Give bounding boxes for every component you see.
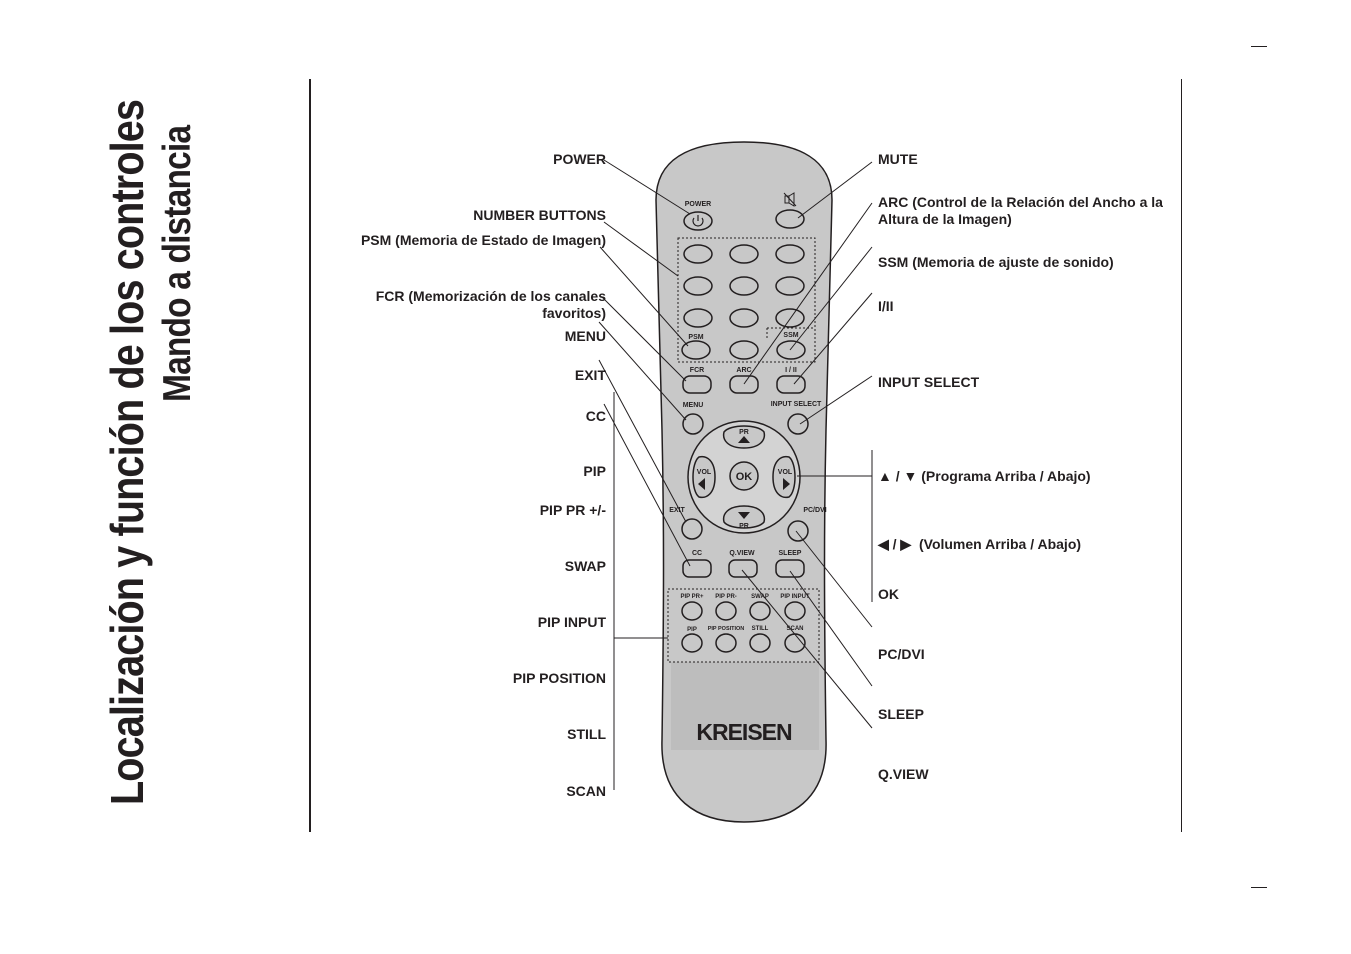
remote-sleep-label: SLEEP	[778, 550, 802, 557]
pc-dvi-button	[788, 521, 808, 541]
mute-button	[776, 210, 804, 228]
vol-left-button	[693, 457, 715, 498]
pip-pr-minus-button	[716, 602, 736, 620]
label-vol-updown: ◀ / ▶ (Volumen Arriba / Abajo)	[878, 536, 1082, 552]
remote-still-label: STILL	[751, 626, 769, 632]
label-i-ii: I/II	[878, 298, 894, 314]
menu-button	[683, 414, 703, 434]
remote-exit-label: EXIT	[669, 507, 685, 514]
label-power: POWER	[553, 151, 606, 167]
still-button	[750, 634, 770, 652]
cc-button	[683, 560, 711, 577]
label-still: STILL	[567, 726, 606, 742]
qview-button	[729, 560, 757, 577]
label-qview: Q.VIEW	[878, 766, 929, 782]
label-cc: CC	[585, 408, 606, 424]
label-pip-input: PIP INPUT	[537, 614, 606, 630]
remote-psm-label: PSM	[688, 334, 704, 341]
remote-swap-label: SWAP	[751, 594, 769, 600]
remote-input-select-label: INPUT SELECT	[770, 401, 822, 408]
label-fcr	[376, 288, 606, 322]
sleep-button	[776, 560, 804, 577]
vol-right-button	[773, 457, 795, 498]
label-arc-line1: ARC (Control de la Relación del Ancho a la	[878, 194, 1163, 210]
remote-ssm-label: SSM	[783, 332, 799, 339]
label-input-select: INPUT SELECT	[878, 374, 980, 390]
label-ok: OK	[878, 586, 899, 602]
input-select-button	[788, 414, 808, 434]
remote-arc-label: ARC	[736, 367, 752, 374]
remote-i-ii-label: I / II	[785, 367, 797, 374]
label-arc	[878, 194, 1163, 228]
remote-menu-label: MENU	[682, 402, 704, 409]
pip-input-button	[785, 602, 805, 620]
label-scan: SCAN	[566, 783, 606, 799]
label-menu: MENU	[564, 328, 606, 344]
swap-button	[750, 602, 770, 620]
label-fcr-line1: FCR (Memorización de los canales	[375, 288, 606, 304]
label-pip: PIP	[583, 463, 606, 479]
pip-button	[682, 634, 702, 652]
label-pc-dvi: PC/DVI	[878, 646, 925, 662]
exit-button	[682, 519, 702, 539]
label-swap: SWAP	[564, 558, 606, 574]
label-pip-pr: PIP PR +/-	[539, 502, 606, 518]
remote-qview-label: Q.VIEW	[729, 550, 755, 557]
remote-pr-down-label: PR	[739, 523, 749, 530]
remote-vol-left-label: VOL	[696, 469, 712, 476]
label-ssm: SSM (Memoria de ajuste de sonido)	[878, 254, 1114, 270]
remote-scan-label: SCAN	[786, 626, 804, 632]
label-pip-position: PIP POSITION	[512, 670, 606, 686]
fcr-button	[683, 376, 711, 393]
ssm-button	[777, 341, 805, 359]
label-mute: MUTE	[878, 151, 918, 167]
remote-cc-label: CC	[691, 550, 703, 557]
remote-power-label: POWER	[684, 201, 712, 208]
label-sleep: SLEEP	[878, 706, 924, 722]
pip-position-button	[716, 634, 736, 652]
label-fcr-line2: favoritos)	[542, 305, 606, 321]
label-arc-line2: Altura de la Imagen)	[878, 211, 1012, 227]
remote-fcr-label: FCR	[689, 367, 705, 374]
remote-pip-input-label: PIP INPUT	[780, 594, 810, 600]
arc-button	[730, 376, 758, 393]
remote-pc-dvi-label: PC/DVI	[803, 507, 827, 514]
remote-brand-logo: KREISEN	[696, 719, 792, 745]
remote-pr-up-label: PR	[739, 429, 749, 436]
remote-pip-pr-minus-label: PIP PR-	[715, 594, 737, 600]
pip-pr-plus-button	[682, 602, 702, 620]
remote-pip-position-label: PIP POSITION	[707, 626, 745, 632]
remote-vol-right-label: VOL	[777, 469, 793, 476]
remote-ok-label: OK	[735, 471, 753, 483]
label-number-buttons: NUMBER BUTTONS	[473, 207, 606, 223]
label-psm: PSM (Memoria de Estado de Imagen)	[360, 232, 606, 248]
i-ii-button	[777, 376, 805, 393]
label-exit: EXIT	[574, 367, 606, 383]
page-title: Localización y función de los controles	[101, 99, 153, 805]
remote-pip-pr-plus-label: PIP PR+	[680, 594, 704, 600]
label-pr-updown: ▲ / ▼ (Programa Arriba / Abajo)	[878, 468, 1091, 484]
page-subtitle: Mando a distancia	[156, 125, 199, 403]
remote-pip-label: PIP	[687, 627, 697, 633]
